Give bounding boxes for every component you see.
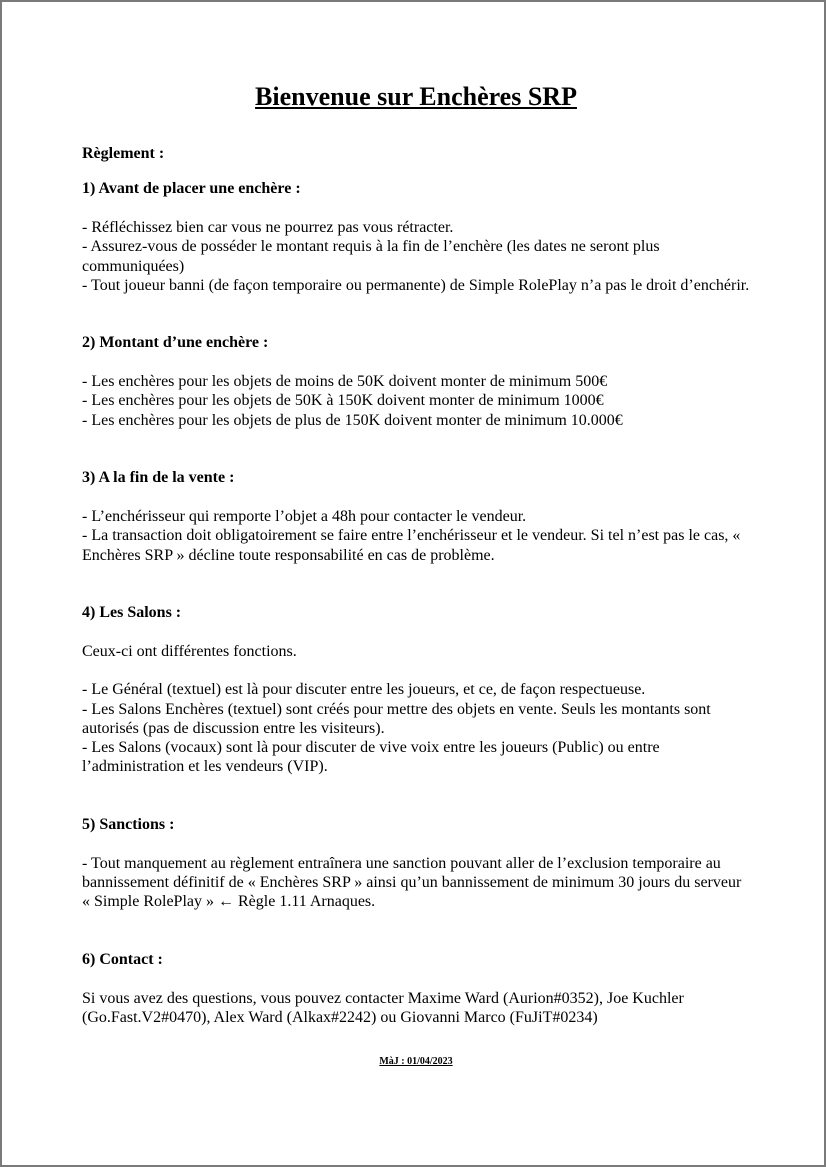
section-6 [82,950,750,1028]
paragraph-line: - Réfléchissez bien car vous ne pourrez pas vous rétracter. [82,219,454,236]
paragraph-line: - Les Salons Enchères (textuel) sont créés pour mettre des objets en vente. Seuls les montants sont autorisés (pas de discussion entre les visiteurs). [82,700,711,737]
section-intro: Ceux-ci ont différentes fonctions. [82,642,297,660]
section-2 [82,333,750,430]
paragraph-line: - L’enchérisseur qui remporte l’objet a 48h pour contacter le vendeur. [82,508,527,526]
paragraph-line: - Les enchères pour les objets de moins de 50K doivent monter de minimum 500€ [82,373,608,391]
section-5 [82,815,750,912]
paragraph-line: - La transaction doit obligatoirement se faire entre l’enchérisseur et le vendeur. Si tel n’est pas le cas, « Enchères SRP » décline toute responsabilité en cas de problème. [82,527,741,564]
paragraph-line: - Tout joueur banni (de façon temporaire ou permanente) de Simple RolePlay n’a pas le droit d’enchérir. [82,276,750,294]
section-heading: 4) Les Salons : [82,603,182,621]
paragraph-line: - Assurez-vous de posséder le montant requis à la fin de l’enchère (les dates ne seront plus communiquées) [82,238,660,275]
paragraph-line: - Les enchères pour les objets de plus de 150K doivent monter de minimum 10.000€ [82,411,623,429]
section-heading: 2) Montant d’une enchère : [82,334,269,352]
section-3 [82,468,750,565]
paragraph-line: - Le Général (textuel) est là pour discuter entre les joueurs, et ce, de façon respectueuse. [82,681,646,699]
paragraph-line: - Tout manquement au règlement entraînera une sanction pouvant aller de l’exclusion temporaire au bannissement définitif de « Enchères SRP » ainsi qu’un bannissement de minimum 30 jours du serveur « Simple RolePlay » ← Règle 1.11 Arnaques. [82,854,742,911]
document-content [82,80,750,1078]
rules-label: Règlement : [82,145,165,162]
section-heading: 1) Avant de placer une enchère : [82,180,301,197]
paragraph-line: Si vous avez des questions, vous pouvez contacter Maxime Ward (Aurion#0352), Joe Kuchler (Go.Fast.V2#0470), Alex Ward (Alkax#2242) ou Giovanni Marco (FuJiT#0234) [82,989,684,1026]
paragraph-line: - Les Salons (vocaux) sont là pour discuter de vive voix entre les joueurs (Public) ou entre l’administration et les vendeurs (VIP). [82,739,660,776]
section-4 [82,603,750,777]
section-1 [82,179,750,295]
section-heading: 6) Contact : [82,950,163,968]
document-title: Bienvenue sur Enchères SRP [255,82,577,111]
section-heading: 5) Sanctions : [82,815,175,833]
paragraph-line: - Les enchères pour les objets de 50K à 150K doivent monter de minimum 1000€ [82,392,604,410]
update-note: MàJ : 01/04/2023 [379,1056,453,1068]
section-heading: 3) A la fin de la vente : [82,469,235,487]
